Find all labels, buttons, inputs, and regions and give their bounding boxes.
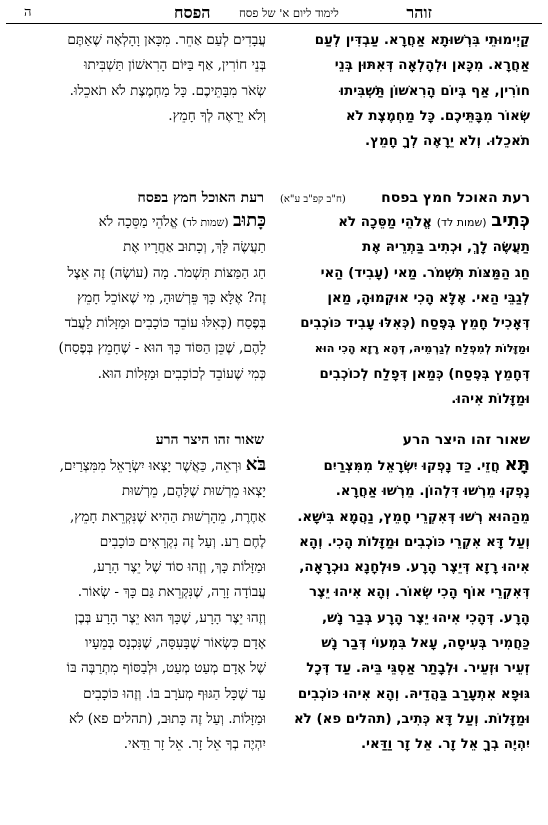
text-line: אִיהוּ רָזָא דְּיֵצֶר הָרָע. פּוּלְחָנָא נוּכְרָאָה, — [299, 560, 530, 576]
opening-word: תָּא — [504, 454, 530, 475]
text-line centered: וְלֹא יֵרָאֶה לְךָ חָמֵץ. — [168, 107, 266, 124]
verse-reference: (שמות לד) — [436, 216, 487, 229]
text-line: אָדָם כִּשְׂאוֹר שֶׁבָּעִסָּה, שֶׁנִּכְנָס בְּמֵעָיו — [85, 635, 266, 652]
text-line: שֶׁל אָדָם מְעַט מְעַט, וּלְבַסּוֹף מִתְרַבֶּה בּוֹ — [66, 660, 266, 677]
text-line: זְעֵיר וּזְעֵיר. וּלְבָתַר אַסְגֵּי בֵּיהּ. עַד דְּכָל — [306, 661, 530, 677]
text-line: בְּפֶסַח (כְּאִלּוּ עוֹבֵד כּוֹכָבִים וּמַזָּלוֹת לַעֲבֹד — [64, 315, 266, 332]
text-line: גּוּפָא אִתְעָרַב בַּהֲדֵיהּ. וְהָא אִיהוּ כּוֹכְבִים — [297, 686, 530, 702]
text-line: שְׂאוֹר מִבָּתֵּיכֶם. כָּל מַחְמֶצֶת לֹא — [345, 108, 530, 124]
left-block-1 — [12, 28, 266, 129]
right-section-heading: שאור זהו היצר הרע — [402, 432, 530, 448]
left-section-heading: רעת האוכל חמץ בפסח — [137, 190, 264, 206]
text-line — [278, 208, 530, 235]
text-line: עֲבוֹדָה זָרָה, שֶׁנִּקְרֵאת גַּם כָּךְ - שְׂאוֹר. — [77, 584, 266, 601]
text-line — [12, 452, 266, 479]
header-subtitle: לימוד ליום א' של פסח — [239, 6, 339, 20]
text-line: קַיְימוּתֵי בִּרְשׁוּתָא אַחֲרָא. עַבְדִּין לְעַם — [314, 33, 530, 48]
right-section-heading — [381, 190, 530, 206]
text-line: חַג הַמַּצּוֹת תִּשְׁמֹר. מָה (עוֹשֶׂה) זֶה אֵצֶל — [67, 264, 266, 281]
left-section-heading: שאור זהו היצר הרע — [155, 432, 264, 448]
text-line: וְזֶהוּ יֵצֶר הָרָע, שֶׁכָּךְ הוּא יֵצֶר הָרָע בְּבֶן — [74, 609, 266, 626]
text-line: חַג הַמַּצּוֹת תִּשְׁמֹר. מַאי (עָבִיד) הַאי — [320, 265, 530, 281]
book-title: זוהר — [406, 3, 432, 22]
right-block-2 — [278, 208, 530, 412]
source-reference: (ח"ב קפ"ב ע"א) — [280, 194, 346, 205]
text-line: תַעֲשֶׂה לָךְ, וּכְתִיב בַּתְרֵיהּ אֶת — [362, 240, 530, 256]
text-line: לְגַבֵּי הַאי. אֶלָּא הָכִי אוּקְמוּהָ, מַאן — [327, 290, 530, 306]
text-line: וּמַזָּלוֹת אִיהוּ. — [451, 392, 530, 408]
text-line: וּמַזָּלוֹת. וְעַל זֶה כָּתוּב, (תהלים פא) לֹא — [68, 710, 266, 727]
text-line: וְעַל דָּא אִקְרֵי כּוֹכְבִים וּמַזָּלוֹת הָכִי. וְהָא — [299, 534, 530, 550]
text-line: יָצְאוּ מֵרְשׁוּת שֶׁלָּהֶם, מֵרְשׁוּת — [121, 483, 266, 500]
opening-word: כְּתִיב — [491, 210, 530, 231]
text-line: כַּחֲמִיר בְּעִיסָה, עָאל בִּמְעוֹי דְּבַר נָשׁ — [321, 636, 530, 652]
text-line: דְּאִקְרֵי אוֹף הָכִי שְׂאוֹר. וְהָא אִיהוּ יֵצֶר — [309, 585, 530, 601]
opening-word: בֹּא — [245, 454, 266, 475]
text-line: יִהְיֶה בְךָ אֵל זָר. אֵל זָר וַדַּאי. — [123, 736, 266, 753]
line-text: אֱלֹהֵי מַסֵּכָה לֹא — [338, 215, 433, 230]
text-line: הָרָע. דְּהָכִי אִיהוּ יֵצֶר הָרָע בְּבַר נָשׁ, — [322, 610, 530, 626]
text-line: לָהֶם, שֶׁכֵּן הַסּוֹד כָּךְ הוּא - שֶׁחָמֵץ בְּפֶסַח) — [58, 340, 266, 357]
text-line: אַחֲרָא. מִכָּאן וּלְהָלְאָה דְּאִתּוּן בְּנֵי — [334, 58, 530, 74]
line-text: וּרְאֵה, כַּאֲשֶׁר יָצְאוּ יִשְׂרָאֵל מִמִּצְרַיִם, — [59, 458, 242, 474]
left-block-2 — [12, 208, 266, 387]
left-block-3 — [12, 452, 266, 758]
text-line: יִהְיֶה בְךָ אֵל זָר. אֵל זָר וַדַּאי. — [360, 737, 530, 753]
text-line — [278, 452, 530, 479]
text-line: בְּנֵי חוֹרִין, אַף בַּיּוֹם הָרִאשׁוֹן תַּשְׁבִּיתוּ — [84, 57, 266, 74]
right-block-1 — [278, 28, 530, 154]
text-line: דְּחָמֵץ בְּפֶסַח) כְּמַאן דְּפָלַח לְכוֹכְבִים — [319, 366, 530, 382]
section-title: הפסח — [174, 3, 211, 22]
text-line: דְּאָכִיל חָמֵץ בְּפֶסַח (כְּאִלּוּ עָבִיד כּוֹכְבִים — [300, 316, 530, 332]
line-text: אֱלֹהֵי מַסֵּכָה לֹא — [98, 214, 178, 230]
text-line: וּמַזָּלוֹת לְמִפְלַח לְגַרְמֵיהּ, דְּהָא רָזָא הָכִי הוּא — [314, 342, 530, 356]
text-line: תַעֲשֶׂה לָּךְ, וְכָתוּב אַחֲרָיו אֶת — [123, 239, 266, 256]
header-rule — [6, 23, 542, 24]
text-line: וּמַזָּלוֹת כָּךְ, וְזֶהוּ סוֹד שֶׁל יֵצֶר הָרָע, — [92, 559, 266, 576]
page-number: ה — [24, 5, 32, 20]
text-line: מֵהַהוּא רְשׁוּ דְּאִקְרֵי חָמֵץ, נַהֲמָא בִּישָׁא. — [297, 509, 530, 525]
text-line: כְּמִי שֶׁעוֹבֵד לְכוֹכָבִים וּמַזָּלוֹת הוּא. — [97, 365, 266, 382]
right-block-3 — [278, 452, 530, 758]
text-line: זֶה? אֶלָּא כָּךְ פֵּרְשׁוּהָ, מִי שֶׁאוֹכֵל חָמֵץ — [77, 289, 266, 306]
text-line: עֲבָדִים לְעַם אַחֵר. מִכָּאן וָהָלְאָה שֶׁאַתֶּם — [67, 32, 266, 48]
text-line: נָפְקוּ מֵרְשׁוּ דִּלְהוֹן. מֵרְשׁוּ אַחֲרָא. — [335, 484, 530, 500]
text-line: שְׂאֹר מִבָּתֵּיכֶם. כָּל מַחְמֶצֶת לֹא תֹאכֵלוּ. — [69, 82, 266, 99]
text-line: וּמַזָּלוֹת. וְעַל דָּא כְּתִיב, (תהלים פא) לֹא — [293, 711, 530, 727]
line-text: חֲזֵי. כַּד נָפְקוּ יִשְׂרָאֵל מִמִּצְרַיִם — [323, 459, 500, 474]
heading-text: רעת האוכל חמץ בפסח — [381, 190, 530, 206]
text-line: עַד שֶׁכָּל הַגּוּף מְעֹרָב בּוֹ. וְזֶהוּ כּוֹכָבִים — [83, 685, 266, 702]
text-line: אַחֶרֶת, מֵהָרְשׁוּת הַהִיא שֶׁנִּקְרֵאת חָמֵץ, — [69, 508, 266, 525]
running-header — [6, 2, 542, 24]
text-line — [12, 208, 266, 235]
opening-word: כָּתוּב — [232, 210, 266, 231]
text-line: לֶחֶם רַע. וְעַל זֶה נִקְרָאִים כּוֹכָבִים — [99, 533, 266, 550]
text-line: תֹאכֵלוּ. וְלֹא יֵרָאֶה לְךָ חָמֵץ. — [365, 134, 530, 150]
verse-reference: (שמות לד) — [182, 216, 229, 229]
text-line: חוֹרִין, אַף בְּיוֹם הָרִאשׁוֹן תַּשְׁבִּיתוּ — [339, 83, 530, 99]
